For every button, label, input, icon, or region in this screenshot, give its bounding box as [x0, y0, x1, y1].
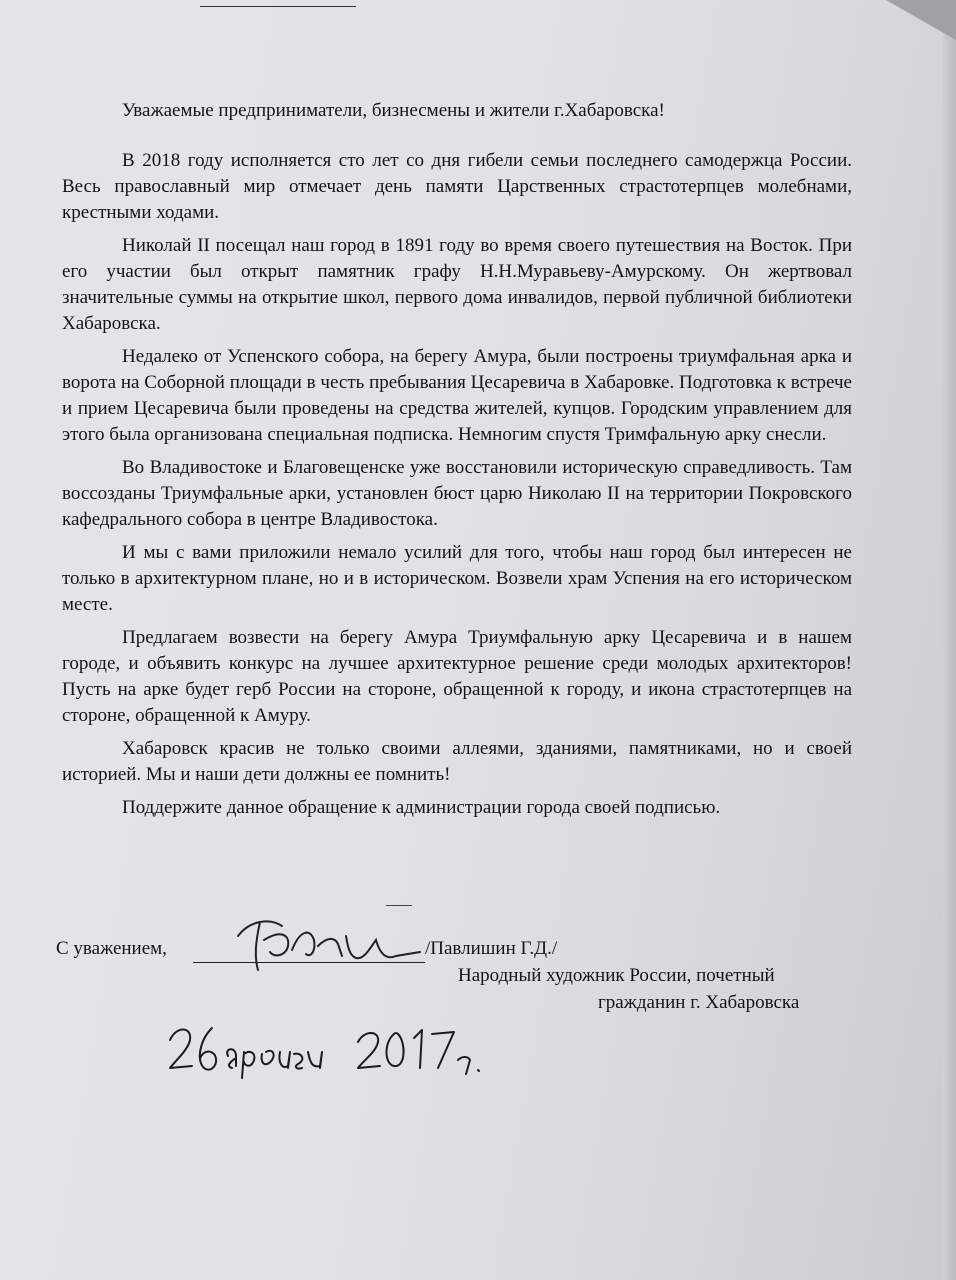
paragraph-5: И мы с вами приложили немало усилий для того, чтобы наш город был интересен не только в архитектурном плане, но и в историческом. Возвели храм Успения на его историческом месте. — [62, 542, 852, 615]
paragraph-1: В 2018 году исполняется сто лет со дня гибели семьи последнего самодержца России. Весь православный мир отмечает день памяти Царственных страстотерпцев молебнами, крестными ходами. — [62, 150, 852, 223]
top-rule-line — [200, 6, 356, 7]
paper-stack-edge — [942, 0, 956, 1280]
paragraph-7: Хабаровск красив не только своими аллеями, зданиями, памятниками, но и своей историей. Мы и наши дети должны ее помнить! — [62, 738, 852, 785]
handwritten-signature — [230, 900, 430, 980]
paragraph-6: Предлагаем возвести на берегу Амура Триумфальную арку Цесаревича и в нашем городе, и объявить конкурс на лучшее архитектурное решение среди молодых архитекторов! Пусть на арке будет герб России на стороне, обращенной к городу, и икона страстотерпцев на стороне, обращенной к Амуру. — [62, 627, 852, 726]
signer-title-line-2: гражданин г. Хабаровска — [598, 992, 800, 1013]
letter-body — [62, 100, 852, 828]
handwritten-date — [162, 1012, 502, 1082]
greeting: Уважаемые предприниматели, бизнесмены и жители г.Хабаровска! — [122, 100, 665, 121]
closing-phrase: С уважением, — [56, 938, 167, 959]
paragraph-2: Николай II посещал наш город в 1891 году во время своего путешествия на Восток. При его участии был открыт памятник графу Н.Н.Муравьеву-Амурскому. Он жертвовал значительные суммы на открытие школ, первого дома инвалидов, первой публичной библиотеки Хабаровска. — [62, 235, 852, 334]
paragraph-8: Поддержите данное обращение к администрации города своей подписью. — [122, 797, 721, 818]
paragraph-3: Недалеко от Успенского собора, на берегу Амура, были построены триумфальная арка и ворота на Соборной площади в честь пребывания Цесаревича в Хабаровке. Подготовка к встрече и прием Цесаревича были проведены на средства жителей, купцов. Городским управлением для этого была организована специальная подписка. Немногим спустя Тримфальную арку снесли. — [62, 346, 852, 445]
paragraph-4: Во Владивостоке и Благовещенске уже восстановили историческую справедливость. Там воссозданы Триумфальные арки, установлен бюст царю Николаю II на территории Покровского кафедрального собора в центре Владивостока. — [62, 457, 852, 530]
paper-corner — [886, 0, 956, 40]
signer-title-line-1: Народный художник России, почетный — [458, 965, 775, 986]
signer-name: /Павлишин Г.Д./ — [425, 938, 558, 959]
